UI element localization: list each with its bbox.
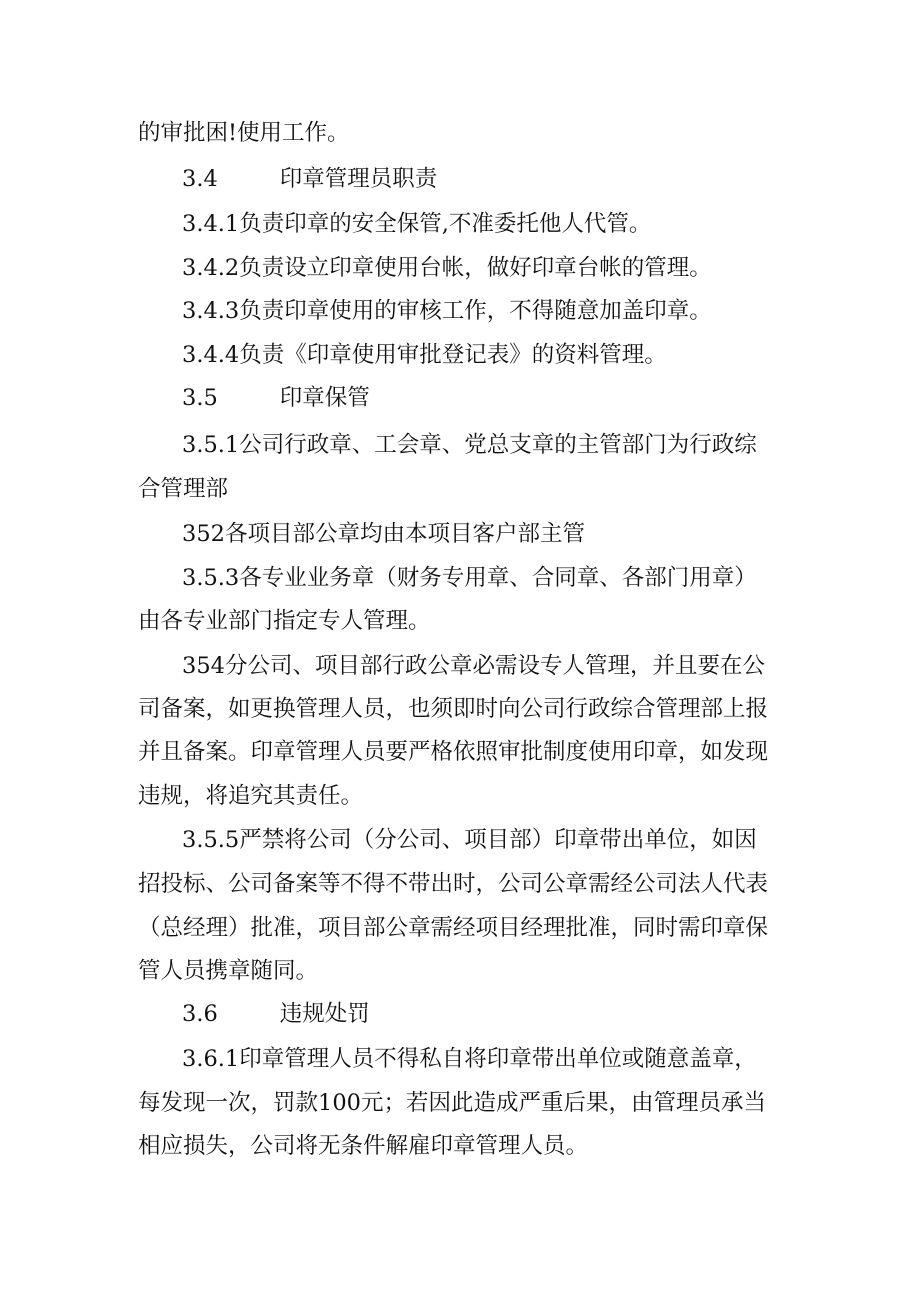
section-heading <box>182 164 437 194</box>
text-line: 每发现一次，罚款100元；若因此造成严重后果，由管理员承当 <box>138 1090 766 1116</box>
text-line: 352各项目部公章均由本项目客户部主管 <box>182 521 585 547</box>
text-line: 3.4.1负责印章的安全保管,不准委托他人代管。 <box>182 211 652 237</box>
text-line: 并且备案。印章管理人员要严格依照审批制度使用印章，如发现 <box>138 739 769 765</box>
text-line: 354分公司、项目部行政公章必需设专人管理，并且要在公 <box>182 653 765 679</box>
text-line: 由各专业部门指定专人管理。 <box>138 608 431 634</box>
text-line: 合管理部 <box>138 476 229 502</box>
section-title: 印章管理员职责 <box>279 166 438 192</box>
text-line: 3.5.3各专业业务章（财务专用章、合同章、各部门用章） <box>182 565 757 591</box>
text-line: 司备案，如更换管理人员，也须即时向公司行政综合管理部上报 <box>138 696 769 722</box>
section-number: 3.5 <box>182 385 218 411</box>
section-number: 3.4 <box>182 166 218 192</box>
text-line: 违规，将追究其责任。 <box>138 783 364 809</box>
section-title: 印章保管 <box>279 385 370 411</box>
text-line: 3.5.5严禁将公司（分公司、项目部）印章带出单位，如因 <box>182 827 757 853</box>
section-heading <box>182 999 370 1029</box>
text-line: 3.6.1印章管理人员不得私自将印章带出单位或随意盖章， <box>182 1046 757 1072</box>
text-line: 3.4.2负责设立印章使用台帐，做好印章台帐的管理。 <box>182 255 712 281</box>
text-line: 相应损失，公司将无条件解雇印章管理人员。 <box>138 1133 589 1159</box>
text-line: 3.4.3负责印章使用的审核工作，不得随意加盖印章。 <box>182 298 712 324</box>
section-number: 3.6 <box>182 1001 218 1027</box>
text-line: 招投标、公司备案等不得不带出时，公司公章需经公司法人代表 <box>138 871 769 897</box>
text-line: 的审批困!使用工作。 <box>138 120 350 146</box>
section-heading <box>182 383 370 413</box>
section-title: 违规处罚 <box>279 1001 370 1027</box>
text-line: 3.5.1公司行政章、工会章、党总支章的主管部门为行政综 <box>182 432 757 458</box>
text-line: （总经理）批准，项目部公章需经项目经理批准，同时需印章保 <box>138 915 769 941</box>
text-line: 管人员携章随同。 <box>138 958 319 984</box>
text-line: 3.4.4负责《印章使用审批登记表》的资料管理。 <box>182 342 667 368</box>
